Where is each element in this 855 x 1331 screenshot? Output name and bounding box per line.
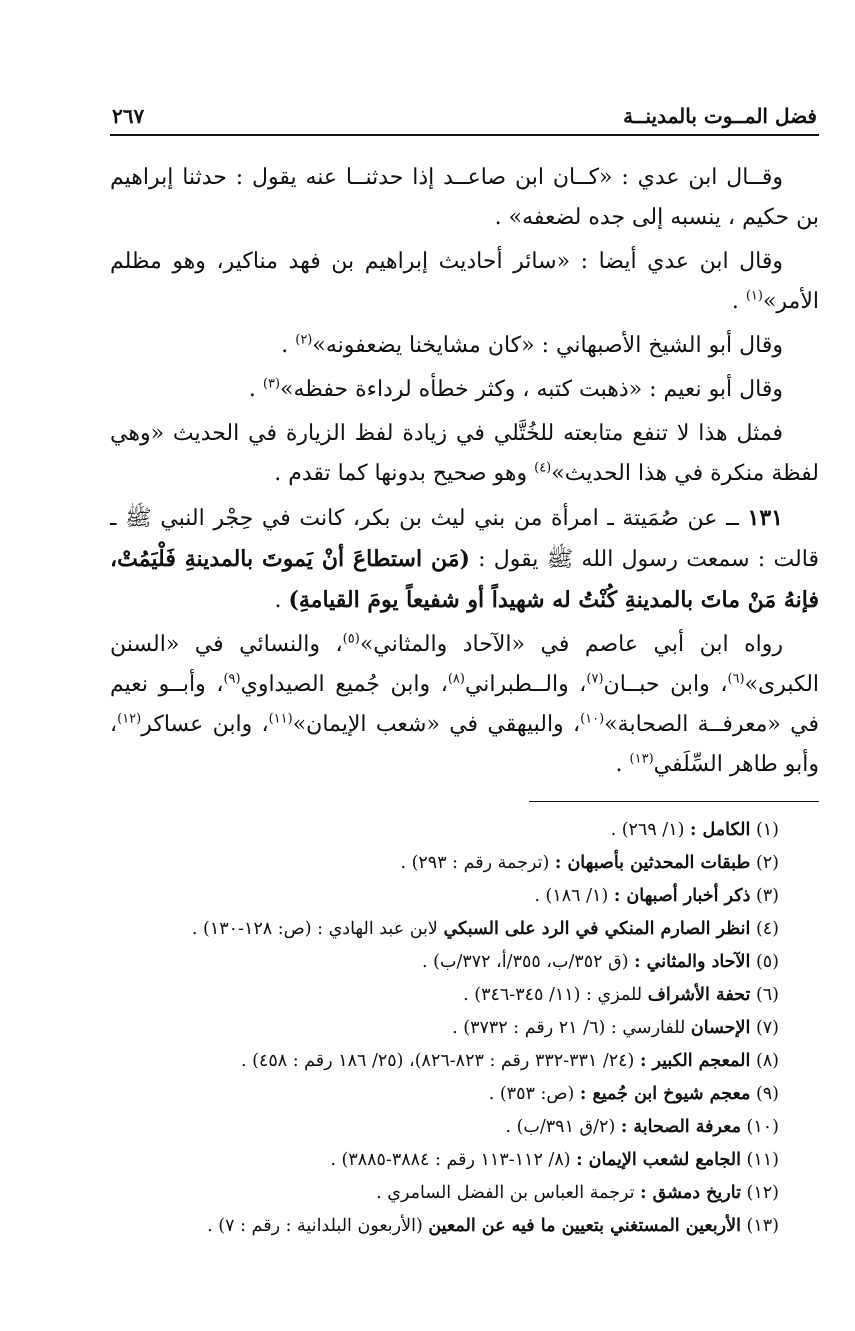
footnote-number: (٣) [755, 886, 779, 906]
footnote-text: (١/ ١٨٦) . [534, 886, 614, 906]
footnote-title: الأربعين المستغني بتعيين ما فيه عن المعين [428, 1216, 741, 1236]
footnote-title: معجم شيوخ ابن جُميع : [579, 1084, 751, 1104]
footnote-ref: (٣) [262, 376, 281, 392]
footnote-text: (ترجمة رقم : ٢٩٣) . [400, 853, 555, 873]
footnote-number: (١١) [746, 1150, 779, 1170]
footnote-title: المعجم الكبير : [639, 1051, 751, 1071]
footnote-text: (الأربعون البلدانية : رقم : ٧) . [207, 1216, 429, 1236]
footnote-ref: (٧) [586, 671, 604, 687]
footnote-number: (٢) [755, 853, 779, 873]
footnote [110, 946, 779, 979]
footnote-ref: (٥) [342, 631, 360, 647]
footnote-ref: (١) [745, 288, 763, 304]
text-segment: ، وأبو طاهر السِّلَفي [110, 712, 819, 777]
footnote-number: (٨) [755, 1051, 779, 1071]
footnote-number: (١٠) [746, 1117, 779, 1137]
footnote-title: الآحاد والمثاني : [634, 952, 751, 972]
paragraph-ibn-adi-1: وقــال ابن عدي : «كــان ابن صاعــد إذا حدثنــا عنه يقول : حدثنا إبراهيم بن حكيم ، ينسبه إلى جده لضعفه» . [110, 165, 819, 230]
footnote [110, 1078, 779, 1111]
footnote-title: الجامع لشعب الإيمان : [576, 1150, 741, 1170]
footnote-text: (ص: ٣٥٣) . [488, 1084, 580, 1104]
footnotes [110, 814, 819, 1243]
footnote-title: ذكر أخبار أصبهان : [613, 886, 751, 906]
text-segment: رواه ابن أبي عاصم في «الآحاد والمثاني» [359, 632, 784, 657]
paragraph-abu-shaykh: وقال أبو الشيخ الأصبهاني : «كان مشايخنا يضعفونه»$^{(٢)}$ . [281, 332, 783, 358]
footnote-text: (٢/ق ٣٩١/ب) . [505, 1117, 621, 1137]
footnote [110, 814, 779, 847]
footnote-ref: (١٠) [580, 711, 605, 727]
paragraph-ibn-adi-2: وقال ابن عدي أيضا : «سائر أحاديث إبراهيم بن فهد مناكير، وهو مظلم الأمر»$^{(١)}$ . [110, 249, 819, 314]
footnote-title: طبقات المحدثين بأصبهان : [554, 853, 751, 873]
paragraph-takhrij [110, 625, 819, 785]
hadith-number: ١٣١ [747, 505, 783, 531]
footnote-separator [529, 801, 819, 802]
footnote-ref: (٢) [295, 332, 313, 348]
footnote-text: ترجمة العباس بن الفضل السامري . [376, 1183, 641, 1203]
footnote-number: (٦) [755, 985, 779, 1005]
main-text [110, 158, 819, 785]
text-segment: ، وابن حبــان [603, 672, 728, 697]
footnote-text: (٢٤/ ٣٣١-٣٣٢ رقم : ٨٢٣-٨٢٦)، (٢٥/ ١٨٦ رقم : ٤٥٨) . [240, 1051, 640, 1071]
footnote [110, 1144, 779, 1177]
footnote-title: الكامل : [689, 820, 751, 840]
footnote-ref: (١٣) [629, 751, 654, 767]
footnote-number: (٥) [755, 952, 779, 972]
footnote-title: الإحسان [690, 1018, 751, 1038]
footnote-title: تحفة الأشراف [647, 985, 751, 1005]
footnote-text: لابن عبد الهادي : (ص: ١٢٨-١٣٠) . [191, 919, 444, 939]
paragraph-abu-nuaym: وقال أبو نعيم : «ذهبت كتبه ، وكثر خطأه لرداءة حفظه»$^{(٣)}$ . [248, 376, 783, 402]
footnote-ref: (١١) [268, 711, 293, 727]
footnote-number: (١٢) [746, 1183, 779, 1203]
footnote-ref: (٤) [534, 460, 552, 476]
footnote-title: تاريخ دمشق : [640, 1183, 741, 1203]
text-segment: ، وابن جُميع الصيداوي [240, 672, 448, 697]
footnote-text: للمزي : (١١/ ٣٤٥-٣٤٦) . [463, 985, 648, 1005]
text-segment: ، والبيهقي في «شعب الإيمان» [292, 712, 581, 737]
footnote-number: (٧) [755, 1018, 779, 1038]
footnote-number: (٤) [755, 919, 779, 939]
footnote-text: (ق ٣٥٢/ب، ٣٥٥/أ، ٣٧٢/ب) . [422, 952, 635, 972]
footnote [110, 1210, 779, 1243]
footnote-ref: (١٢) [117, 711, 142, 727]
footnote [110, 1111, 779, 1144]
footnote [110, 1045, 779, 1078]
hadith-text: (مَن استطاعَ أنْ يَموتَ بالمدينةِ فَلْيَمُتْ، فإنهُ مَنْ ماتَ بالمدينةِ كُنْتُ له شهيداً أو شفيعاً يومَ القيامةِ) [110, 546, 819, 613]
footnote [110, 880, 779, 913]
footnote-title: انظر الصارم المنكي في الرد على السبكي [443, 919, 751, 939]
text-segment: . [615, 752, 630, 777]
footnote-text: (١/ ٢٦٩) . [610, 820, 690, 840]
text-segment: ، وأبــو نعيم في «معرفــة الصحابة» [110, 672, 820, 737]
footnote-text: (٨/ ١١٢-١١٣ رقم : ٣٨٨٤-٣٨٨٥) . [330, 1150, 577, 1170]
footnote-ref: (٦) [727, 671, 745, 687]
footnote-number: (١٣) [746, 1216, 779, 1236]
footnote [110, 1177, 779, 1210]
footnote-text: للفارسي : (٦/ ٢١ رقم : ٣٧٣٢) . [452, 1018, 691, 1038]
text-segment: ، والنسائي في «السنن الكبرى» [110, 632, 820, 697]
page-header [110, 84, 819, 136]
footnote [110, 847, 779, 880]
page-number: ٢٦٧ [112, 104, 145, 128]
hadith-131: ١٣١ ــ عن صُمَيتة ـ امرأة من بني ليث بن بكر، كانت في حِجْر النبي ﷺ ـ قالت : سمعت رسول الله ﷺ يقول : (مَن استطاعَ أنْ يَموتَ بالمدينةِ فَلْيَمُتْ، فإنهُ مَنْ ماتَ بالمدينةِ كُنْتُ له شهيداً أو شفيعاً يومَ القيامةِ) . [110, 505, 819, 613]
footnote-ref: (٩) [223, 671, 241, 687]
paragraph-conclusion: فمثل هذا لا تنفع متابعته للخُتَّلي في زيادة لفظ الزيارة في الحديث «وهي لفظة منكرة في هذا الحديث»$^{(٤)}$ وهو صحيح بدونها كما تقدم . [110, 421, 819, 486]
book-page [110, 84, 819, 1243]
footnote [110, 979, 779, 1012]
footnote [110, 1012, 779, 1045]
footnote-title: معرفة الصحابة : [620, 1117, 741, 1137]
text-segment: ، وابن عساكر [141, 712, 269, 737]
footnote-number: (١) [755, 820, 779, 840]
footnote-ref: (٨) [447, 671, 465, 687]
footnote [110, 913, 779, 946]
text-segment: ، والــطبراني [464, 672, 587, 697]
running-title: فضل المــوت بالمدينــة [623, 104, 817, 128]
footnote-number: (٩) [755, 1084, 779, 1104]
